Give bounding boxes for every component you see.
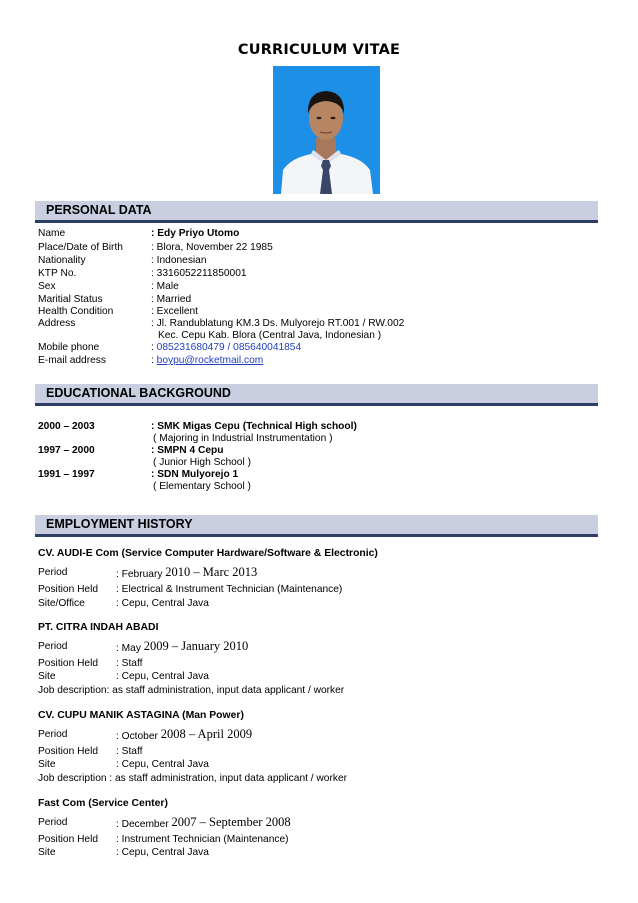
site-value: : Cepu, Central Java	[116, 671, 209, 682]
period-label: Period	[38, 641, 68, 652]
field-value: : Excellent	[151, 306, 198, 317]
education-school: : SDN Mulyorejo 1	[151, 469, 239, 480]
period-range: 2010 – Marc 2013	[165, 565, 258, 579]
site-value: : Cepu, Central Java	[116, 759, 209, 770]
phone-number: 085231680479 / 085640041854	[156, 342, 302, 353]
field-label: Health Condition	[38, 306, 114, 317]
field-value: : Indonesian	[151, 255, 207, 266]
period-label: Period	[38, 729, 68, 740]
page-title: CURRICULUM VITAE	[237, 42, 401, 58]
period-label: Period	[38, 817, 68, 828]
field-value	[151, 355, 263, 367]
value-prefix: :	[151, 342, 157, 353]
education-years: 2000 – 2003	[38, 421, 95, 432]
field-value: : Edy Priyo Utomo	[151, 228, 240, 239]
company-name: CV. CUPU MANIK ASTAGINA (Man Power)	[38, 710, 244, 721]
period-value	[116, 728, 252, 744]
section-header-employment	[35, 515, 598, 537]
position-label: Position Held	[38, 746, 99, 757]
position-label: Position Held	[38, 658, 99, 669]
section-title: EDUCATIONAL BACKGROUND	[46, 386, 231, 400]
site-value: : Cepu, Central Java	[116, 598, 209, 609]
section-title: EMPLOYMENT HISTORY	[46, 517, 193, 531]
period-value	[116, 816, 291, 832]
field-label: Nationality	[38, 255, 86, 266]
site-label: Site	[38, 759, 56, 770]
section-header-education	[35, 384, 598, 406]
position-label: Position Held	[38, 584, 99, 595]
position-value: : Staff	[116, 746, 143, 757]
site-label: Site/Office	[38, 598, 85, 609]
field-label: Mobile phone	[38, 342, 100, 353]
site-label: Site	[38, 847, 56, 858]
section-title: PERSONAL DATA	[46, 203, 152, 217]
field-label: E-mail address	[38, 355, 106, 366]
field-label: Name	[38, 228, 66, 239]
field-value	[151, 342, 301, 354]
company-name: Fast Com (Service Center)	[38, 798, 168, 809]
education-school: : SMK Migas Cepu (Technical High school)	[151, 421, 357, 432]
field-label: KTP No.	[38, 268, 77, 279]
field-label: Address	[38, 318, 76, 329]
position-label: Position Held	[38, 834, 99, 845]
position-value: : Electrical & Instrument Technician (Maintenance)	[116, 584, 343, 595]
period-range: 2008 – April 2009	[160, 727, 253, 741]
education-school: : SMPN 4 Cepu	[151, 445, 224, 456]
field-label: Place/Date of Birth	[38, 242, 123, 253]
profile-photo	[273, 66, 380, 194]
period-label: Period	[38, 567, 68, 578]
field-value: : Blora, November 22 1985	[151, 242, 273, 253]
position-value: : Staff	[116, 658, 143, 669]
education-years: 1991 – 1997	[38, 469, 95, 480]
email-link[interactable]: boypu@rocketmail.com	[156, 355, 264, 366]
site-value: : Cepu, Central Java	[116, 847, 209, 858]
field-value: : Jl. Randublatung KM.3 Ds. Mulyorejo RT.001 / RW.002	[151, 318, 405, 329]
education-detail: ( Majoring in Industrial Instrumentation )	[153, 433, 333, 444]
field-value: : 3316052211850001	[151, 268, 247, 279]
period-range: 2007 – September 2008	[171, 815, 291, 829]
education-years: 1997 – 2000	[38, 445, 95, 456]
position-value: : Instrument Technician (Maintenance)	[116, 834, 289, 845]
period-prefix: : February	[116, 569, 163, 580]
period-prefix: : October	[116, 731, 158, 742]
field-label: Sex	[38, 281, 56, 292]
education-detail: ( Elementary School )	[153, 481, 251, 492]
period-range: 2009 – January 2010	[143, 639, 249, 653]
section-header-personal	[35, 201, 598, 223]
job-description: Job description: as staff administration, input data applicant / worker	[38, 685, 345, 696]
company-name: CV. AUDI-E Com (Service Computer Hardware/Software & Electronic)	[38, 548, 378, 559]
field-value-cont: Kec. Cepu Kab. Blora (Central Java, Indonesian )	[158, 330, 382, 341]
education-detail: ( Junior High School )	[153, 457, 251, 468]
value-prefix: :	[151, 355, 157, 366]
period-prefix: : May	[116, 643, 141, 654]
field-value: : Male	[151, 281, 179, 292]
job-description: Job description : as staff administration, input data applicant / worker	[38, 773, 347, 784]
field-label: Maritial Status	[38, 294, 103, 305]
site-label: Site	[38, 671, 56, 682]
field-value: : Married	[151, 294, 192, 305]
period-value	[116, 640, 248, 656]
period-prefix: : December	[116, 819, 169, 830]
company-name: PT. CITRA INDAH ABADI	[38, 622, 159, 633]
period-value	[116, 566, 257, 582]
